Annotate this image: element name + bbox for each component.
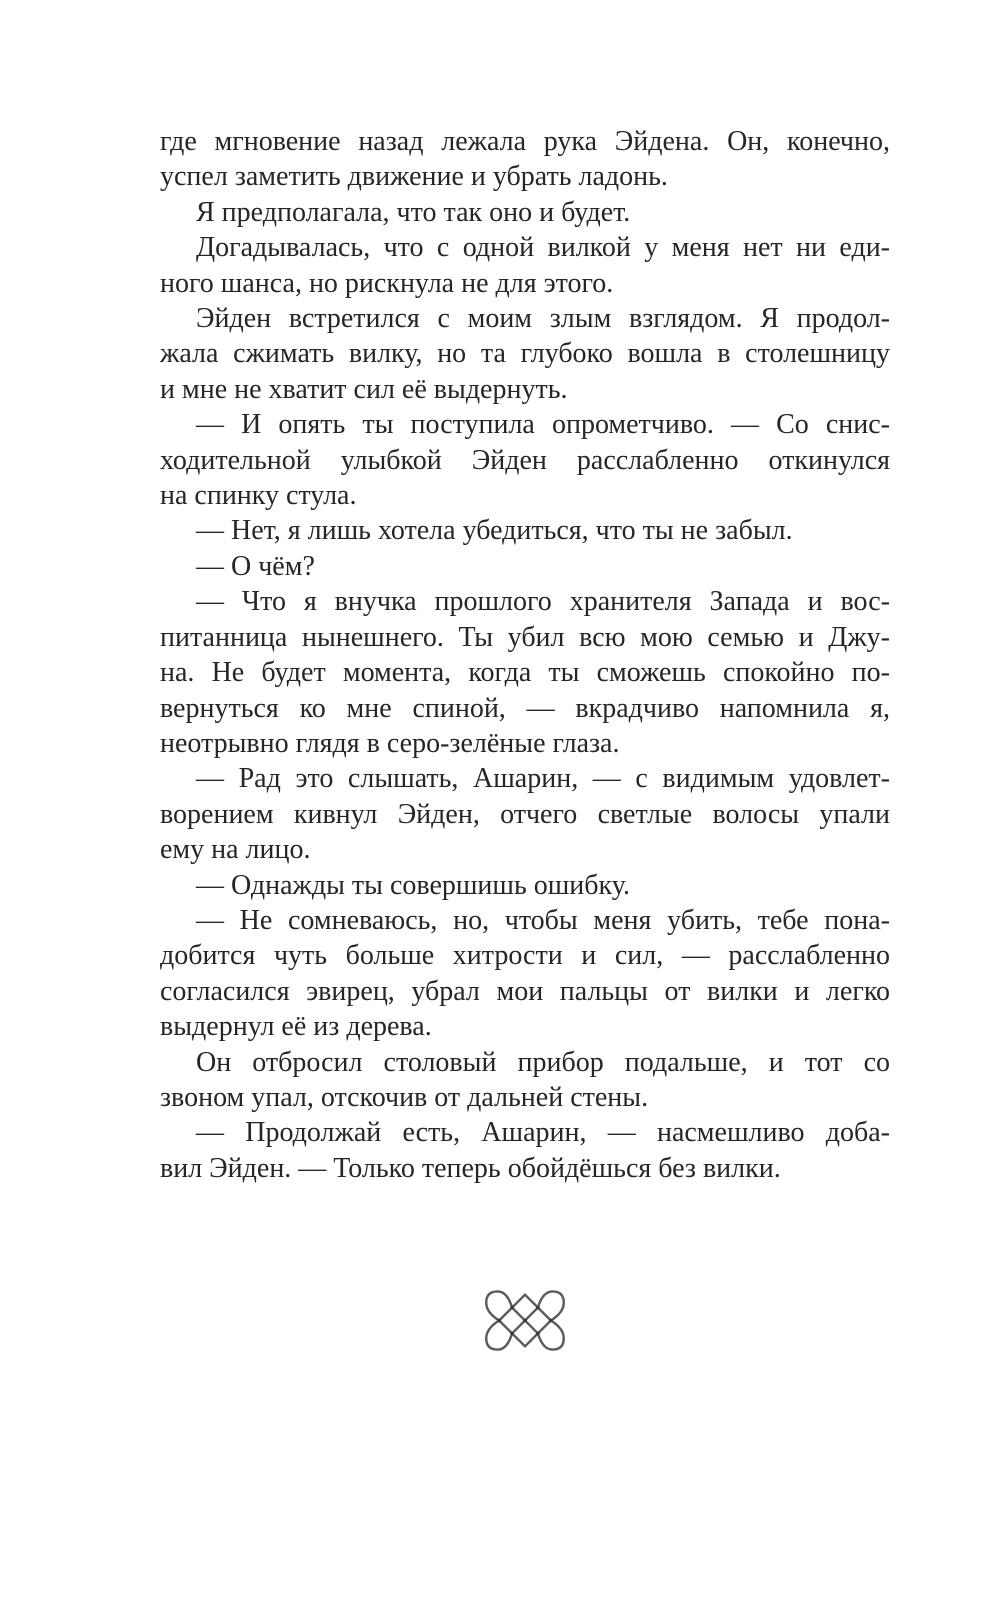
text-line: жала сжимать вилку, но та глубоко вошла в столешницу [160, 338, 890, 370]
paragraph [160, 230, 890, 301]
text-line: выдернул её из дерева. [160, 1011, 432, 1043]
text-line: — И опять ты поступила опрометчиво. — Со снис- [196, 409, 890, 441]
text-line: на спинку стула. [160, 480, 357, 512]
text-line: Я предполагала, что так оно и будет. [196, 196, 631, 228]
paragraph [160, 761, 890, 867]
text-line: добится чуть больше хитрости и сил, — расслабленно [160, 940, 890, 972]
text-line: где мгновение назад лежала рука Эйдена. Он, конечно, [160, 126, 890, 157]
text-line: вил Эйден. — Только теперь обойдёшься без вилки. [160, 1152, 781, 1184]
text-line: — Не сомневаюсь, но, чтобы меня убить, тебе пона- [196, 904, 890, 936]
text-line: Догадывалась, что с одной вилкой у меня нет ни еди- [196, 232, 890, 264]
text-line: — Рад это слышать, Ашарин, — с видимым удовлет- [196, 763, 890, 795]
text-line: неотрывно глядя в серо-зелёные глаза. [160, 727, 620, 759]
text-line: Эйден встретился с моим злым взглядом. Я продол- [196, 303, 890, 335]
knot-ornament-icon [483, 1288, 567, 1353]
knot-crossing-dots [497, 1306, 552, 1335]
text-line: ему на лицо. [160, 834, 311, 866]
paragraph [160, 584, 890, 761]
text-line: вернуться ко мне спиной, — вкрадчиво напомнила я, [160, 692, 890, 724]
paragraph [160, 513, 890, 548]
text-line: — Что я внучка прошлого хранителя Запада и вос- [196, 586, 890, 618]
text-line: согласился эвирец, убрал мои пальцы от вилки и легко [160, 975, 890, 1007]
text-line: питанница нынешнего. Ты убил всю мою семью и Джу- [160, 621, 890, 653]
section-divider [160, 1288, 890, 1353]
text-line: — Однажды ты совершишь ошибку. [196, 869, 630, 901]
text-line: ворением кивнул Эйден, отчего светлые волосы упали [160, 798, 890, 830]
text-line: Он отбросил столовый прибор подальше, и тот со [196, 1046, 890, 1078]
text-line: на. Не будет момента, когда ты сможешь спокойно по- [160, 657, 890, 689]
text-line: звоном упал, отскочив от дальней стены. [160, 1081, 649, 1113]
text-line: — О чём? [196, 550, 315, 582]
paragraph [160, 195, 890, 230]
text-line: и мне не хватит сил её выдернуть. [160, 373, 568, 405]
text-line: успел заметить движение и убрать ладонь. [160, 161, 668, 193]
text-line: ходительной улыбкой Эйден расслабленно откинулся [160, 444, 890, 476]
paragraph [160, 301, 890, 407]
paragraph [160, 549, 890, 584]
paragraph [160, 1115, 890, 1186]
text-line: ного шанса, но рискнула не для этого. [160, 267, 614, 299]
text-line: — Нет, я лишь хотела убедиться, что ты не забыл. [196, 515, 793, 547]
text-line: — Продолжай есть, Ашарин, — насмешливо доба- [196, 1117, 890, 1149]
paragraph [160, 124, 890, 195]
paragraph [160, 903, 890, 1045]
paragraph [160, 1045, 890, 1116]
paragraph [160, 868, 890, 903]
paragraph [160, 407, 890, 513]
page-text [160, 124, 890, 1186]
